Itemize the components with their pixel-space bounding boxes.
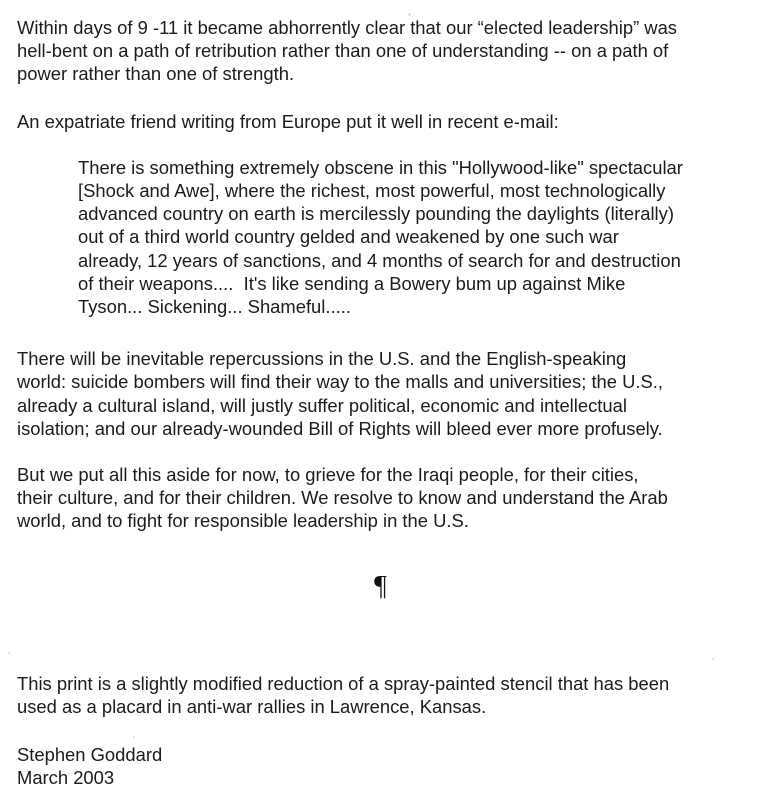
text-line: Stephen Goddard: [17, 744, 163, 766]
scan-speckle: [628, 44, 630, 46]
signature-block: [17, 743, 744, 789]
text-line: power rather than one of strength.: [17, 63, 295, 85]
paragraph-intro: [17, 16, 744, 86]
scan-speckle: [408, 13, 411, 16]
text-line: [Shock and Awe], where the richest, most powerful, most technologically: [78, 180, 666, 202]
text-line: out of a third world country gelded and weakened by one such war: [78, 226, 619, 248]
scan-speckle: [8, 652, 10, 654]
text-line: But we put all this aside for now, to grieve for the Iraqi people, for their cities,: [17, 464, 639, 486]
text-line: used as a placard in anti-war rallies in Lawrence, Kansas.: [17, 695, 487, 717]
scan-speckle: [320, 505, 322, 507]
paragraph-grieve: [17, 463, 744, 533]
text-line: March 2003: [17, 767, 115, 789]
text-line: their culture, and for their children. We resolve to know and understand the Arab: [17, 487, 668, 509]
text-line: already a cultural island, will justly suffer political, economic and intellectual: [17, 394, 627, 416]
text-line: This print is a slightly modified reduction of a spray-painted stencil that has been: [17, 672, 670, 694]
text-line: world: suicide bombers will find their way to the malls and universities; the U.S.,: [17, 371, 663, 393]
text-line: hell-bent on a path of retribution rather than one of understanding -- on a path of: [17, 40, 669, 62]
text-line: There will be inevitable repercussions in the U.S. and the English-speaking: [17, 348, 627, 370]
scan-speckle: [430, 127, 432, 129]
paragraph-repercussions: [17, 347, 744, 440]
text-line: isolation; and our already-wounded Bill of Rights will bleed ever more profusely.: [17, 417, 663, 439]
text-line: of their weapons.... It's like sending a Bowery bum up against Mike: [78, 272, 626, 294]
pilcrow-mark: ¶: [374, 570, 387, 602]
scan-speckle: [133, 736, 135, 738]
paragraph-email-intro: [17, 110, 744, 133]
text-line: There is something extremely obscene in this "Hollywood-like" spectacular: [78, 156, 683, 178]
text-line: Within days of 9 -11 it became abhorrently clear that our “elected leadership” was: [17, 17, 678, 38]
text-line: world, and to fight for responsible leadership in the U.S.: [17, 510, 469, 532]
blockquote-email-quote: [78, 156, 744, 318]
text-line: Tyson... Sickening... Shameful.....: [78, 296, 351, 318]
paragraph-print-note: [17, 672, 744, 718]
text-line: An expatriate friend writing from Europe put it well in recent e-mail:: [17, 110, 559, 132]
text-line: advanced country on earth is mercilessly pounding the daylights (literally): [78, 203, 674, 225]
text-line: already, 12 years of sanctions, and 4 months of search for and destruction: [78, 249, 681, 271]
scan-speckle: [712, 658, 714, 660]
